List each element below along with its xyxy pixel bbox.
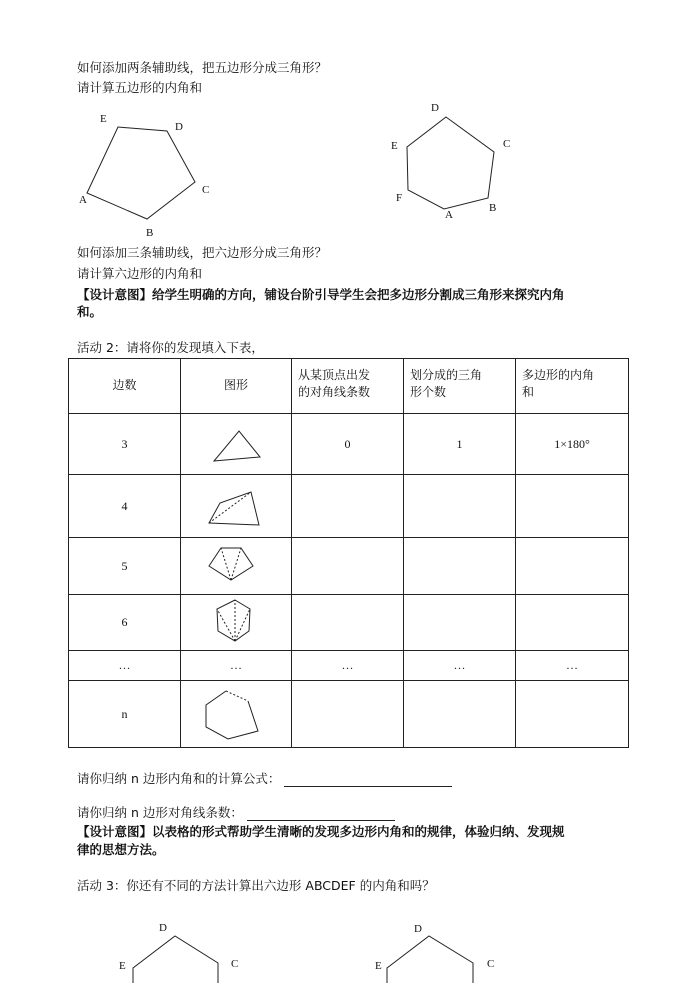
cell-sides: 4 [69, 475, 181, 538]
cell-angle-sum[interactable]: 1×180° [516, 414, 629, 475]
design-intent-1-line2: 和。 [77, 304, 103, 319]
table-row [69, 681, 629, 748]
formula-answer-blank[interactable] [284, 772, 452, 787]
bottom-left-label-e: E [119, 960, 126, 972]
table-row [69, 538, 629, 595]
design-intent-2-line1: 【设计意图】以表格的形式帮助学生清晰的发现多边形内角和的规律，体验归纳、发现规 [77, 824, 565, 839]
n-gon-icon [181, 681, 292, 743]
table-row [69, 414, 629, 475]
cell-figure [181, 475, 292, 538]
pentagon-label-a: A [79, 194, 87, 206]
cell-figure [181, 681, 292, 748]
cell-triangles[interactable] [404, 475, 516, 538]
cell-sides: n [69, 681, 181, 748]
hexagon-figure [0, 0, 696, 250]
bottom-right-label-e: E [375, 960, 382, 972]
header-diagonals: 从某顶点出发 的对角线条数 [292, 359, 404, 414]
activity2-title: 活动 2：请将你的发现填入下表， [77, 340, 264, 355]
cell-sides: 6 [69, 595, 181, 651]
diagonal-prompt-line [77, 805, 395, 821]
pentagon-label-e: E [100, 113, 107, 125]
cell-triangles: … [404, 651, 516, 681]
bottom-left-label-c: C [231, 958, 239, 970]
question-pentagon-lines: 如何添加两条辅助线，把五边形分成三角形？ [77, 60, 328, 75]
pentagon-label-b: B [146, 227, 154, 239]
cell-figure [181, 414, 292, 475]
hexagon-label-c: C [503, 138, 511, 150]
cell-diagonals[interactable] [292, 595, 404, 651]
cell-triangles[interactable] [404, 595, 516, 651]
design-intent-1-line1: 【设计意图】给学生明确的方向，铺设台阶引导学生会把多边形分割成三角形来探究内角 [77, 287, 565, 302]
cell-angle-sum[interactable] [516, 681, 629, 748]
hexagon-label-d: D [431, 102, 439, 114]
activity3-question: 活动 3：你还有不同的方法计算出六边形 ABCDEF 的内角和吗？ [77, 878, 435, 893]
question-hexagon-sum: 请计算六边形的内角和 [77, 266, 203, 281]
cell-triangles[interactable] [404, 681, 516, 748]
cell-angle-sum[interactable] [516, 595, 629, 651]
pentagon-label-c: C [202, 184, 210, 196]
diagonal-prompt: 请你归纳 n 边形对角线条数： [77, 805, 243, 820]
hexagon-icon [181, 595, 292, 646]
formula-prompt-line [77, 771, 452, 787]
table-header-row [69, 359, 629, 414]
header-figure: 图形 [181, 359, 292, 414]
bottom-right-label-d: D [414, 923, 422, 935]
bottom-hexagon-left [0, 900, 696, 983]
cell-diagonals[interactable] [292, 681, 404, 748]
hexagon-label-a: A [445, 209, 453, 221]
triangle-icon [181, 414, 292, 470]
cell-diagonals[interactable] [292, 475, 404, 538]
cell-figure: … [181, 651, 292, 681]
hexagon-label-f: F [396, 192, 403, 204]
table-row-ellipsis [69, 651, 629, 681]
quadrilateral-icon [181, 475, 292, 533]
cell-angle-sum[interactable] [516, 475, 629, 538]
cell-figure [181, 595, 292, 651]
cell-diagonals[interactable]: 0 [292, 414, 404, 475]
cell-diagonals: … [292, 651, 404, 681]
cell-diagonals[interactable] [292, 538, 404, 595]
pentagon-icon [181, 538, 292, 590]
cell-angle-sum[interactable] [516, 538, 629, 595]
cell-angle-sum: … [516, 651, 629, 681]
cell-triangles[interactable]: 1 [404, 414, 516, 475]
activity2-table [68, 358, 629, 748]
hexagon-label-b: B [489, 202, 497, 214]
table-row [69, 595, 629, 651]
cell-sides: 3 [69, 414, 181, 475]
formula-prompt: 请你归纳 n 边形内角和的计算公式： [77, 771, 281, 786]
header-sides: 边数 [69, 359, 181, 414]
diagonal-answer-blank[interactable] [247, 806, 395, 821]
cell-sides: … [69, 651, 181, 681]
table-row [69, 475, 629, 538]
bottom-right-label-c: C [487, 958, 495, 970]
cell-triangles[interactable] [404, 538, 516, 595]
cell-sides: 5 [69, 538, 181, 595]
header-triangles: 划分成的三角 形个数 [404, 359, 516, 414]
pentagon-label-d: D [175, 121, 183, 133]
design-intent-2-line2: 律的思想方法。 [77, 842, 165, 857]
bottom-left-label-d: D [159, 922, 167, 934]
header-angle-sum: 多边形的内角 和 [516, 359, 629, 414]
cell-figure [181, 538, 292, 595]
question-pentagon-sum: 请计算五边形的内角和 [77, 80, 203, 95]
question-hexagon-lines: 如何添加三条辅助线，把六边形分成三角形？ [77, 245, 328, 260]
hexagon-label-e: E [391, 140, 398, 152]
